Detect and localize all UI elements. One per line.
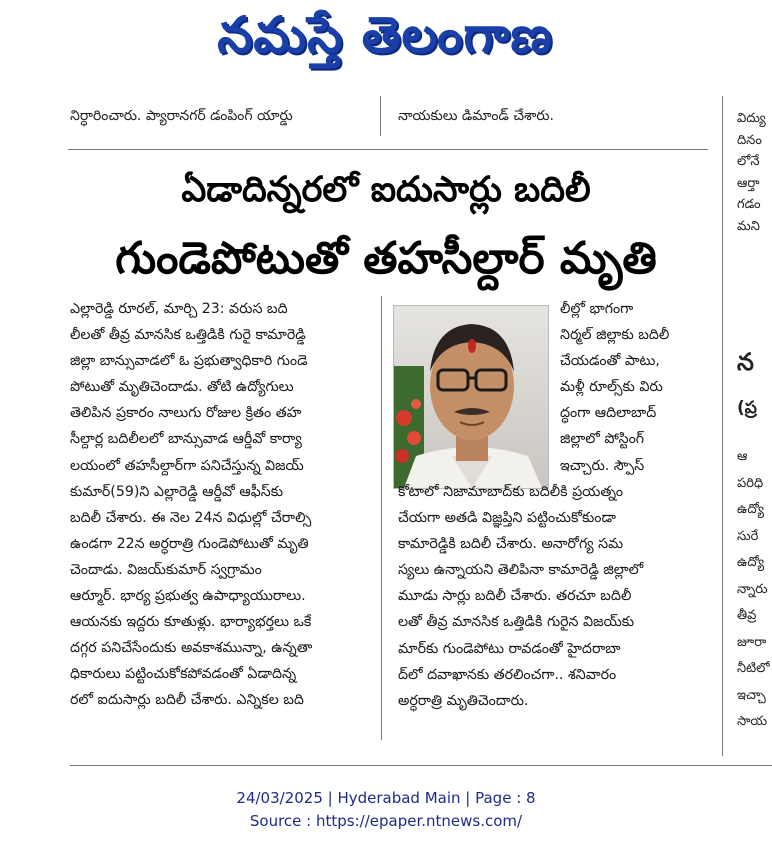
- article-left-column-line: ఉండగా 22న అర్ధరాత్రి గుండెపోటుతో మృతి: [70, 535, 309, 552]
- article-right-column-line: లతో తీవ్ర మానసిక ఒత్తిడికి గురైన విజయ్‌కు: [398, 614, 635, 631]
- article-left-column-line: బదిలీ చేశారు. ఈ నెల 24న విధుల్లో చేరాల్సి: [70, 509, 312, 526]
- article-right-column-line: కామారెడ్డికి బదిలీ చేశారు. అనారోగ్య సమ: [398, 536, 624, 553]
- adjacent-article-line: ఉద్యో: [737, 502, 765, 517]
- tahsildar-portrait-photo: [393, 305, 549, 489]
- article-left-column-line: దగ్గర పనిచేసేందుకు అవకాశమున్నా, ఉన్నతా: [70, 640, 313, 657]
- adjacent-article-line: మని: [737, 218, 760, 234]
- adjacent-article-line: దినం: [737, 132, 762, 148]
- footer-divider: [70, 765, 772, 766]
- adjacent-column-divider: [722, 96, 723, 756]
- adjacent-article-line: గడం: [737, 197, 761, 212]
- article-left-column-line: చెందాడు. విజయ్‌కుమార్ స్వగ్రామం: [70, 561, 262, 578]
- adjacent-article-line: ఉద్యో: [737, 555, 765, 570]
- adjacent-article-line: నీటిలో: [737, 661, 770, 676]
- adjacent-article-bottom-fragment: [737, 444, 772, 736]
- article-right-column-beside-photo: [560, 296, 694, 479]
- article-right-column-top-line: మళ్లీ రూల్స్‌కు విరు: [560, 379, 663, 396]
- adjacent-headline-fragment: న: [737, 348, 754, 376]
- article-right-column-top-line: లీల్లో భాగంగా: [560, 301, 634, 317]
- article-right-column-line: కోటాలో నిజామాబాద్‌కు బదిలీకి ప్రయత్నం: [398, 484, 624, 500]
- headline-primary: ఏడాదిన్నరలో ఐదుసార్లు బదిలీ: [181, 170, 591, 210]
- adjacent-subhead-fragment: (ప్ర: [737, 398, 757, 418]
- article-left-column-line: జిల్లా బాన్సువాడలో ఓ ప్రభుత్వాధికారి గుండె: [70, 353, 308, 370]
- adjacent-article-line: సాయ: [737, 714, 768, 729]
- masthead-title: నమస్తే తెలంగాణ: [217, 5, 553, 64]
- previous-article-tail-right: నాయకులు డిమాండ్ చేశారు.: [398, 108, 554, 124]
- column-divider-top: [380, 96, 381, 136]
- adjacent-article-line: జూరా: [737, 634, 767, 650]
- footer-source-link[interactable]: Source : https://epaper.ntnews.com/: [249, 812, 523, 830]
- article-left-column-line: తెలిపిన ప్రకారం నాలుగు రోజుల క్రితం తహ: [70, 405, 302, 422]
- article-right-column-line: స్యలు ఉన్నాయని తెలిపినా కామారెడ్డి జిల్లాలో: [398, 562, 644, 579]
- article-left-column-line: పోటుతో మృతిచెందాడు. తోటి ఉద్యోగులు: [70, 379, 294, 396]
- adjacent-article-line: న్నారు: [737, 581, 768, 597]
- article-right-column-top-line: చేయడంతో పాటు,: [560, 353, 660, 370]
- article-left-column-line: ఆర్మూర్. భార్య ప్రభుత్వ ఉపాధ్యాయురాలు.: [70, 588, 306, 605]
- article-left-column-line: కుమార్(59)ని ఎల్లారెడ్డి ఆర్డీవో ఆఫీస్‌కు: [70, 483, 284, 500]
- article-left-column-line: ధికారులు పట్టించుకోకపోవడంతో ఏడాదిన్న: [70, 666, 297, 683]
- article-left-column-line: సీల్దార్ల బదిలీలలో బాన్సువాడ ఆర్డీవో కార్యా: [70, 431, 302, 448]
- article-left-column-line: లీలతో తీవ్ర మానసిక ఒత్తిడికి గురై కామారెడ్డి: [70, 327, 306, 344]
- article-right-column-line: మూడు సార్లు బదిలీ చేశారు. తరచూ బదిలీ: [398, 588, 632, 605]
- article-right-column: [398, 479, 694, 719]
- article-left-column-line: ఆయనకు ఇద్దరు కూతుళ్లు. భార్యాభర్తలు ఒకే: [70, 614, 312, 631]
- article-right-column-top-line: ద్ధంగా ఆదిలాబాద్: [560, 405, 657, 422]
- article-left-column-line: రలో ఐదుసార్లు బదిలీ చేశారు. ఎన్నికల బది: [70, 692, 304, 709]
- adjacent-article-line: విద్యు: [737, 111, 766, 126]
- article-left-column-line: ఎల్లారెడ్డి రూరల్, మార్చి 23: వరుస బది: [70, 301, 288, 317]
- article-right-column-top-line: జిల్లాలో పోస్టింగ్: [560, 431, 645, 448]
- adjacent-article-line: ఇచ్చా: [737, 687, 766, 703]
- adjacent-article-line: పరిధి: [737, 475, 764, 491]
- article-right-column-line: మార్‌కు గుండెపోటు రావడంతో హైదరాబా: [398, 640, 621, 657]
- headline-secondary: గుండెపోటుతో తహసీల్దార్ మృతి: [115, 233, 657, 284]
- article-right-column-line: అర్ధరాత్రి మృతిచెందారు.: [398, 692, 529, 709]
- article-left-column: [70, 296, 368, 746]
- article-left-column-line: లయంలో తహసీల్దార్‌గా పనిచేస్తున్న విజయ్: [70, 457, 304, 474]
- adjacent-article-line: ఆర్తా: [737, 175, 760, 191]
- adjacent-article-line: తీవ్ర: [737, 608, 757, 623]
- article-right-column-line: చేయగా అతడి విజ్ఞప్తిని పట్టించుకోకుండా: [398, 510, 616, 527]
- adjacent-article-top-fragment: [737, 108, 772, 237]
- section-divider: [68, 149, 708, 150]
- previous-article-tail-left: నిర్ధారించారు. ప్యారానగర్ డంపింగ్ యార్డు: [70, 108, 293, 124]
- article-right-column-line: ద్‌లో దవాఖానకు తరలించగా.. శనివారం: [398, 666, 617, 683]
- footer-date-edition-page: 24/03/2025 | Hyderabad Main | Page : 8: [236, 789, 536, 807]
- article-right-column-top-line: నిర్మల్ జిల్లాకు బదిలీ: [560, 327, 670, 344]
- adjacent-article-line: సురే: [737, 528, 759, 544]
- adjacent-article-line: ఆ: [737, 449, 748, 464]
- article-right-column-top-line: ఇచ్చారు. స్పౌస్: [560, 457, 645, 474]
- column-divider: [381, 296, 382, 740]
- adjacent-article-line: లోనే: [737, 154, 760, 169]
